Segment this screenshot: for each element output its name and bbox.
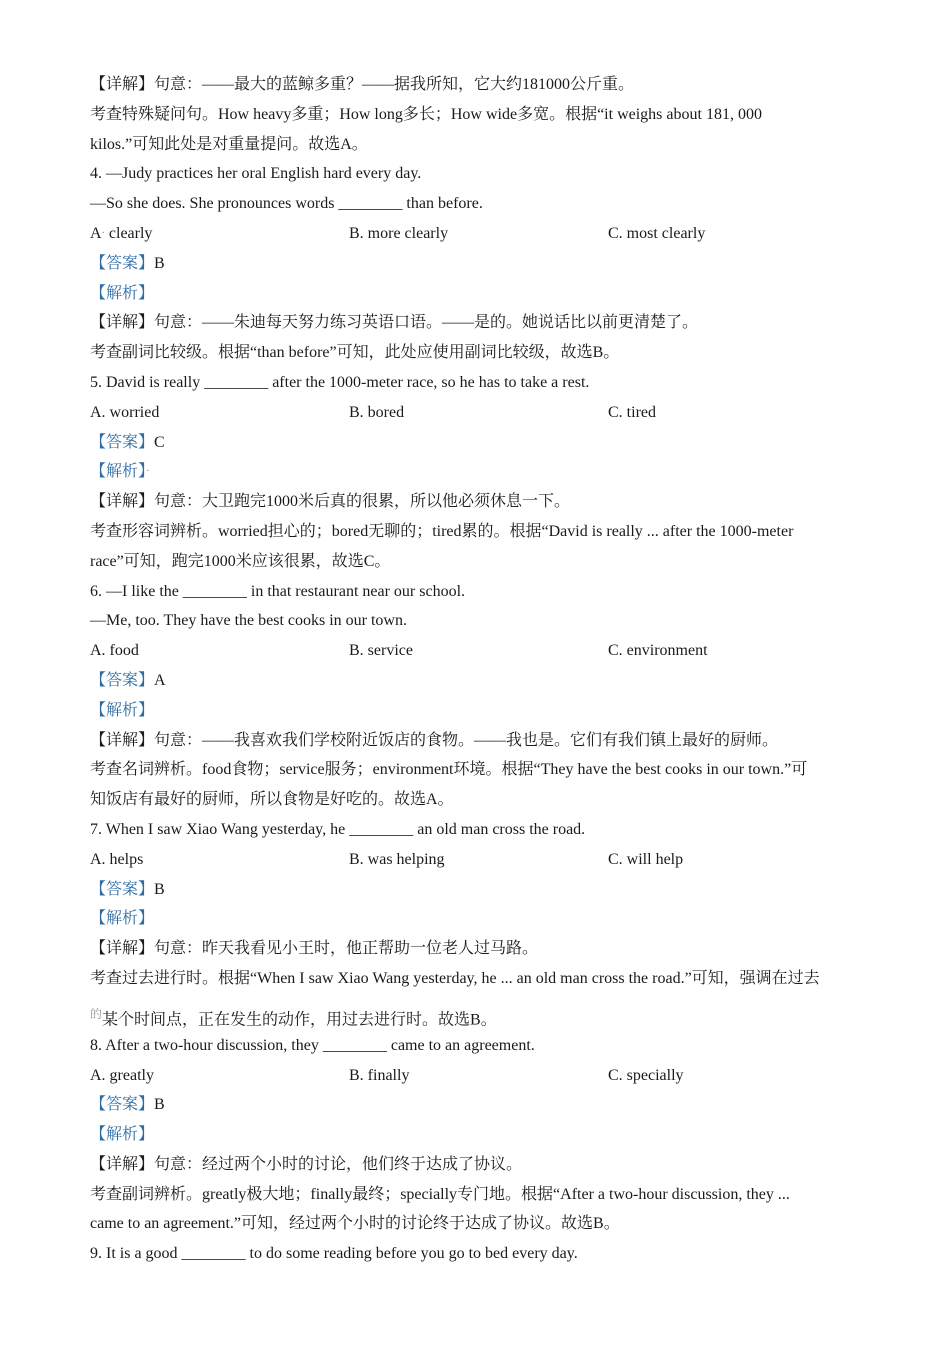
q6-options — [90, 636, 870, 666]
q6-stem-line-1: 6. —I like the ________ in that restaurant near our school. — [90, 582, 466, 600]
q7-option-b: B. was helping — [349, 850, 445, 868]
q4-options — [90, 219, 870, 249]
q6-detail: 【详解】句意：——我喜欢我们学校附近饭店的食物。——我也是。它们有我们镇上最好的厨师。 — [90, 731, 779, 749]
q8-option-c: C. specially — [608, 1066, 684, 1084]
answer-tag: 【答案】 — [90, 254, 155, 272]
q6-analysis-line-2: 知饭店有最好的厨师，所以食物是好吃的。故选A。 — [90, 791, 454, 809]
q5-options — [90, 398, 870, 428]
answer-tag: 【答案】 — [90, 671, 155, 689]
q5-explain-tag: 【解析】· — [90, 463, 150, 481]
q7-detail: 【详解】句意：昨天我看见小王时，他正帮助一位老人过马路。 — [90, 940, 539, 958]
q7-stem-line-1: 7. When I saw Xiao Wang yesterday, he ________ an old man cross the road. — [90, 820, 586, 838]
answer-value: B — [154, 254, 165, 272]
q3-detail: 【详解】句意：——最大的蓝鲸多重？——据我所知，它大约181000公斤重。 — [90, 76, 635, 93]
q8-explain-tag: 【解析】 — [90, 1126, 155, 1144]
q9-stem-line-1: 9. It is a good ________ to do some reading before you go to bed every day. — [90, 1245, 578, 1263]
q5-option-b: B. bored — [349, 403, 405, 421]
q5-stem-line-1: 5. David is really ________ after the 1000-meter race, so he has to take a rest. — [90, 373, 590, 391]
q4-answer — [90, 249, 870, 279]
q7-explain-tag: 【解析】 — [90, 910, 155, 928]
q8-analysis-line-2: came to an agreement.”可知，经过两个小时的讨论终于达成了协议。故选B。 — [90, 1215, 620, 1233]
q5-answer — [90, 428, 870, 458]
q5-analysis-line-1: 考查形容词辨析。worried担心的；bored无聊的；tired累的。根据“David is really ... after the 1000-meter — [90, 522, 794, 540]
q6-option-c: C. environment — [608, 642, 708, 660]
q8-answer — [90, 1090, 870, 1120]
answer-value: A — [154, 671, 166, 689]
q6-explain-tag: 【解析】 — [90, 701, 155, 719]
q4-option-a-mark: · — [101, 227, 105, 239]
q4-option-c: C. most clearly — [608, 224, 706, 242]
answer-value: C — [154, 433, 165, 451]
q8-analysis-line-1: 考查副词辨析。greatly极大地；finally最终；specially专门地。根据“After a two-hour discussion, they ... — [90, 1185, 790, 1203]
answer-value: B — [154, 880, 165, 898]
q4-option-b: B. more clearly — [349, 224, 449, 242]
q5-analysis-line-2: race”可知，跑完1000米应该很累，故选C。 — [90, 552, 391, 570]
q5-explain-mark: · — [146, 466, 150, 478]
answer-value: B — [154, 1096, 165, 1114]
q5-option-a: A. worried — [90, 403, 160, 421]
q6-option-a: A. food — [90, 642, 139, 660]
answer-tag: 【答案】 — [90, 880, 155, 898]
q8-option-a: A. greatly — [90, 1066, 154, 1084]
q3-analysis-line-2: kilos.”可知此处是对重量提问。故选A。 — [90, 135, 368, 153]
answer-tag: 【答案】 — [90, 433, 155, 451]
q7-ghost-char: 的 — [90, 1006, 103, 1021]
answer-tag: 【答案】 — [90, 1096, 155, 1114]
q4-analysis-line-1: 考查副词比较级。根据“than before”可知，此处应使用副词比较级，故选B。 — [90, 344, 620, 362]
document-content — [90, 70, 870, 1269]
q7-analysis-line-2: $^的$某个时间点，正在发生的动作，用过去进行时。故选B。 — [90, 1006, 497, 1029]
q4-stem-line-1: 4. —Judy practices her oral English hard every day. — [90, 165, 422, 183]
q4-stem-line-2: —So she does. She pronounces words ________ than before. — [90, 195, 483, 213]
q7-option-a: A. helps — [90, 850, 144, 868]
q6-answer — [90, 666, 870, 696]
q7-analysis-line-1: 考查过去进行时。根据“When I saw Xiao Wang yesterday, he ... an old man cross the road.”可知，强调在过去 — [90, 969, 820, 987]
q7-option-c: C. will help — [608, 850, 684, 868]
q6-stem-line-2: —Me, too. They have the best cooks in our town. — [90, 612, 407, 630]
q8-stem-line-1: 8. After a two-hour discussion, they ________ came to an agreement. — [90, 1036, 535, 1054]
q8-options — [90, 1061, 870, 1091]
q4-explain-tag: 【解析】 — [90, 284, 155, 302]
q8-detail: 【详解】句意：经过两个小时的讨论，他们终于达成了协议。 — [90, 1155, 523, 1173]
q4-option-a: A· clearly — [90, 224, 153, 242]
q4-detail: 【详解】句意：——朱迪每天努力练习英语口语。——是的。她说话比以前更清楚了。 — [90, 314, 699, 332]
q3-analysis-line-1: 考查特殊疑问句。How heavy多重；How long多长；How wide多宽。根据“it weighs about 181, 000 — [90, 105, 762, 123]
q6-analysis-line-1: 考查名词辨析。food食物；service服务；environment环境。根据“They have the best cooks in our town.”可 — [90, 761, 808, 779]
q7-options — [90, 845, 870, 875]
q8-option-b: B. finally — [349, 1066, 410, 1084]
q7-answer — [90, 875, 870, 905]
q6-option-b: B. service — [349, 642, 413, 660]
q5-detail: 【详解】句意：大卫跑完1000米后真的很累，所以他必须休息一下。 — [90, 493, 571, 511]
q5-option-c: C. tired — [608, 403, 656, 421]
